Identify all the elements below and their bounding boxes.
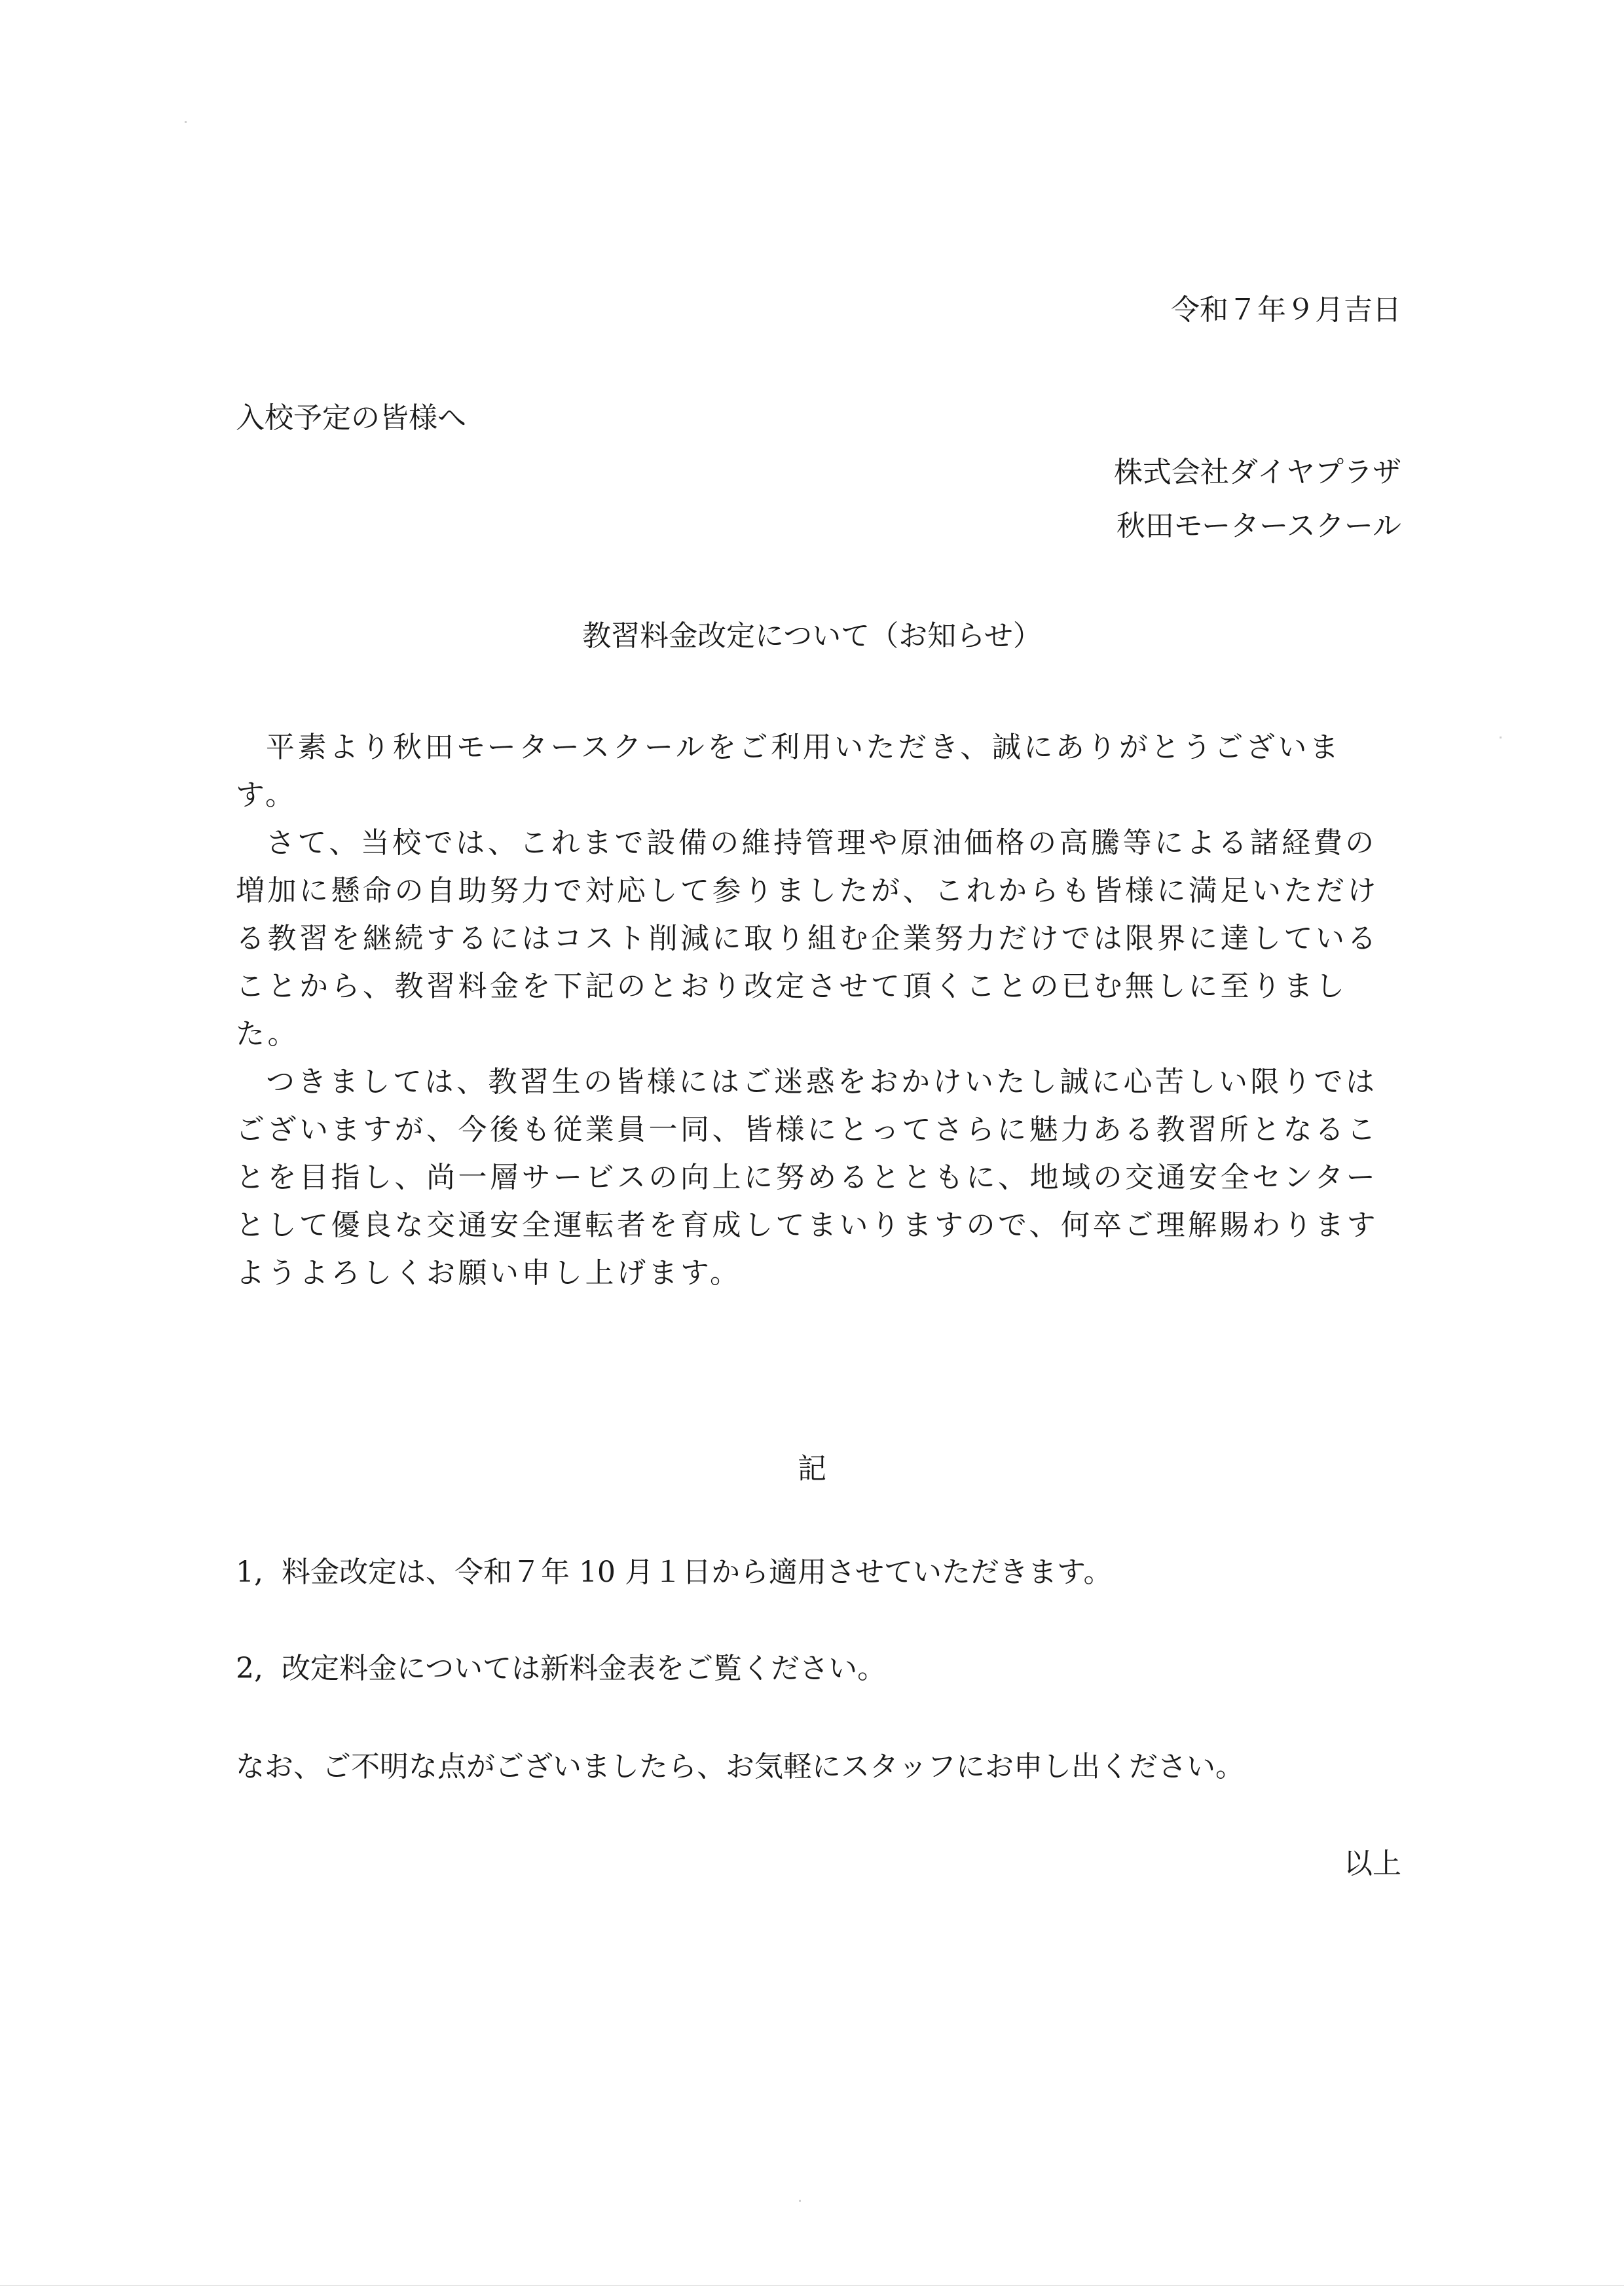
scan-edge-line [0,2285,1624,2286]
recipient-line: 入校予定の皆様へ [236,401,466,435]
ki-heading: 記 [798,1452,826,1485]
scan-artifact [1500,737,1502,738]
body-paragraph-1: 平素より秋田モータースクールをご利用いただき、誠にありがとうございます。 [236,731,1342,812]
list-item-text: 改定料金については新料金表をご覧ください。 [282,1652,887,1685]
list-item-text: 料金改定は、令和７年 10 月１日から適用させていただきます。 [282,1556,1113,1589]
document-title: 教習料金改定について（お知らせ） [582,619,1042,653]
letter-date: 令和７年９月吉日 [1171,293,1401,327]
list-item-number: 1, [236,1556,263,1589]
ijou-closing: 以上 [1344,1847,1401,1880]
scan-artifact [185,121,187,123]
body-paragraph-3: つきましては、教習生の皆様にはご迷惑をおかけいたし誠に心苦しい限りではございますが、今後も従業員一同、皆様にとってさらに魅力ある教習所となることを目指し、尚一層サービスの向上に努めるとともに、地域の交通安全センターとして優良な交通安全運転者を育成してまいりますので、何卒ご理解賜わりますようよろしくお願い申し上げます。 [236,1065,1379,1290]
sender-company: 株式会社ダイヤプラザ [1113,456,1401,489]
list-item [236,1654,886,1683]
body-paragraph-2: さて、当校では、これまで設備の維持管理や原油価格の高騰等による諸経費の増加に懸命の自助努力で対応して参りましたが、これからも皆様に満足いただける教習を継続するにはコスト削減に取り組む企業努力だけでは限界に達していることから、教習料金を下記のとおり改定させて頂くことの已む無しに至りました。 [236,826,1379,1051]
list-item [236,1558,1112,1587]
sender-school: 秋田モータースクール [1116,509,1401,543]
list-item-number: 2, [236,1652,263,1685]
letter-body [236,723,1388,1297]
closing-note: なお、ご不明な点がございましたら、お気軽にスタッフにお申し出ください。 [236,1750,1244,1783]
scan-artifact [799,2200,801,2202]
